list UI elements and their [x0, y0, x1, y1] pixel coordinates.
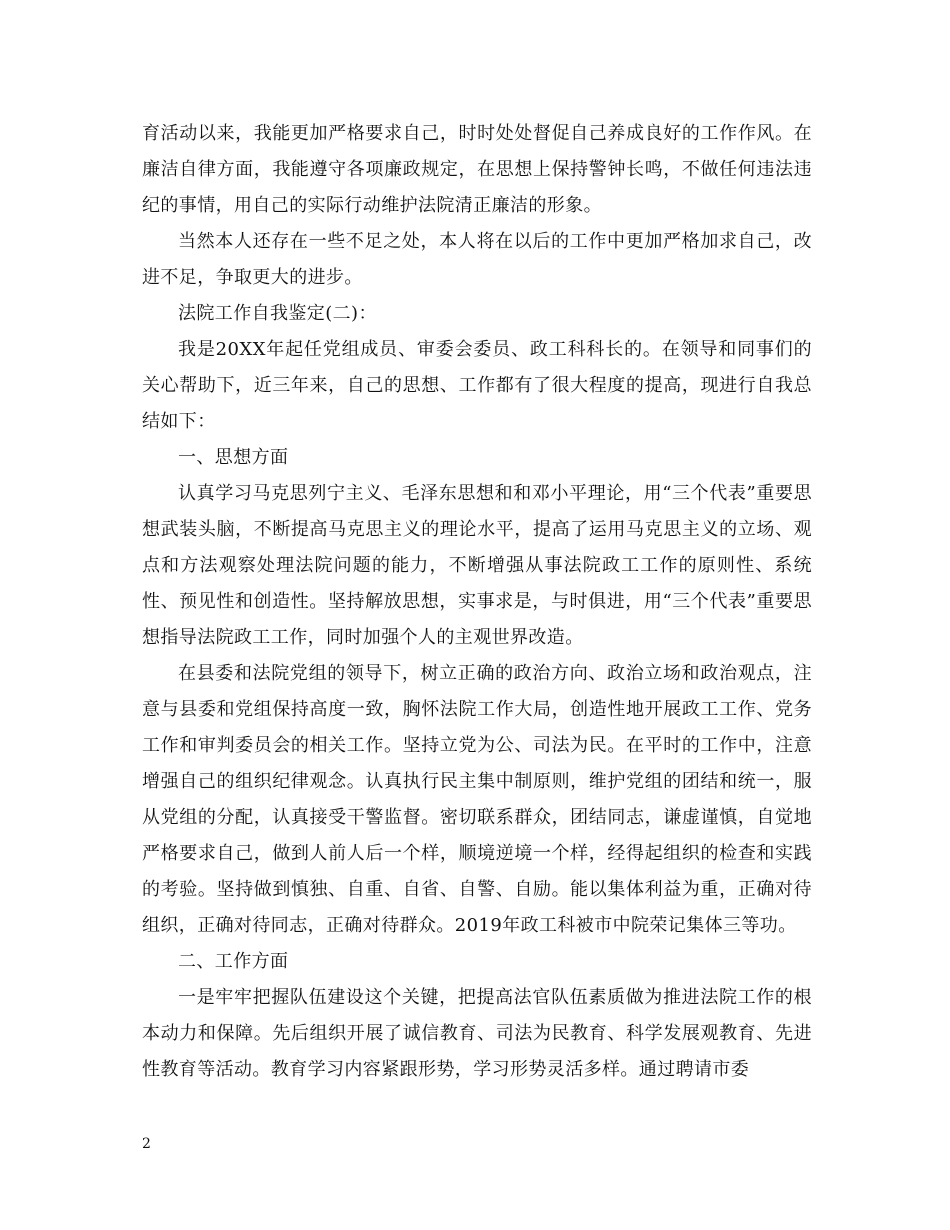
document-body	[142, 116, 812, 1088]
page-number: 2	[142, 1136, 151, 1152]
section-title-self-assessment-2: 法院工作自我鉴定(二)：	[178, 303, 377, 324]
paragraph-introduction: 我是20XX年起任党组成员、审委会委员、政工科科长的。在领导和同事们的关心帮助下，近三年来，自己的思想、工作都有了很大程度的提高，现进行自我总结如下：	[142, 339, 812, 432]
paragraph-party-leadership: 在县委和法院党组的领导下，树立正确的政治方向、政治立场和政治观点，注意与县委和党组保持高度一致，胸怀法院工作大局，创造性地开展政工工作、党务工作和审判委员会的相关工作。坚持立党为公、司法为民。在平时的工作中，注意增强自己的组织纪律观念。认真执行民主集中制原则，维护党组的团结和统一，服从党组的分配，认真接受干警监督。密切联系群众，团结同志，谦虚谨慎，自觉地严格要求自己，做到人前人后一个样，顺境逆境一个样，经得起组织的检查和实践的考验。坚持做到慎独、自重、自省、自警、自励。能以集体利益为重，正确对待组织，正确对待同志，正确对待群众。2019年政工科被市中院荣记集体三等功。	[142, 663, 812, 936]
heading-work: 二、工作方面	[178, 951, 289, 972]
paragraph-shortcomings: 当然本人还存在一些不足之处，本人将在以后的工作中更加严格加求自己，改进不足，争取更大的进步。	[142, 231, 812, 288]
paragraph-theory-study: 认真学习马克思列宁主义、毛泽东思想和和邓小平理论，用“三个代表”重要思想武装头脑，不断提高马克思主义的理论水平，提高了运用马克思主义的立场、观点和方法观察处理法院问题的能力，不断增强从事法院政工工作的原则性、系统性、预见性和创造性。坚持解放思想，实事求是，与时俱进，用“三个代表”重要思想指导法院政工工作，同时加强个人的主观世界改造。	[142, 483, 812, 648]
paragraph-continuation: 育活动以来，我能更加严格要求自己，时时处处督促自己养成良好的工作作风。在廉洁自律方面，我能遵守各项廉政规定，在思想上保持警钟长鸣，不做任何违法违纪的事情，用自己的实际行动维护法院清正廉洁的形象。	[142, 123, 812, 216]
paragraph-team-building: 一是牢牢把握队伍建设这个关键，把提高法官队伍素质做为推进法院工作的根本动力和保障。先后组织开展了诚信教育、司法为民教育、科学发展观教育、先进性教育等活动。教育学习内容紧跟形势，学习形势灵活多样。通过聘请市委	[142, 987, 812, 1080]
heading-ideology: 一、思想方面	[178, 447, 289, 468]
